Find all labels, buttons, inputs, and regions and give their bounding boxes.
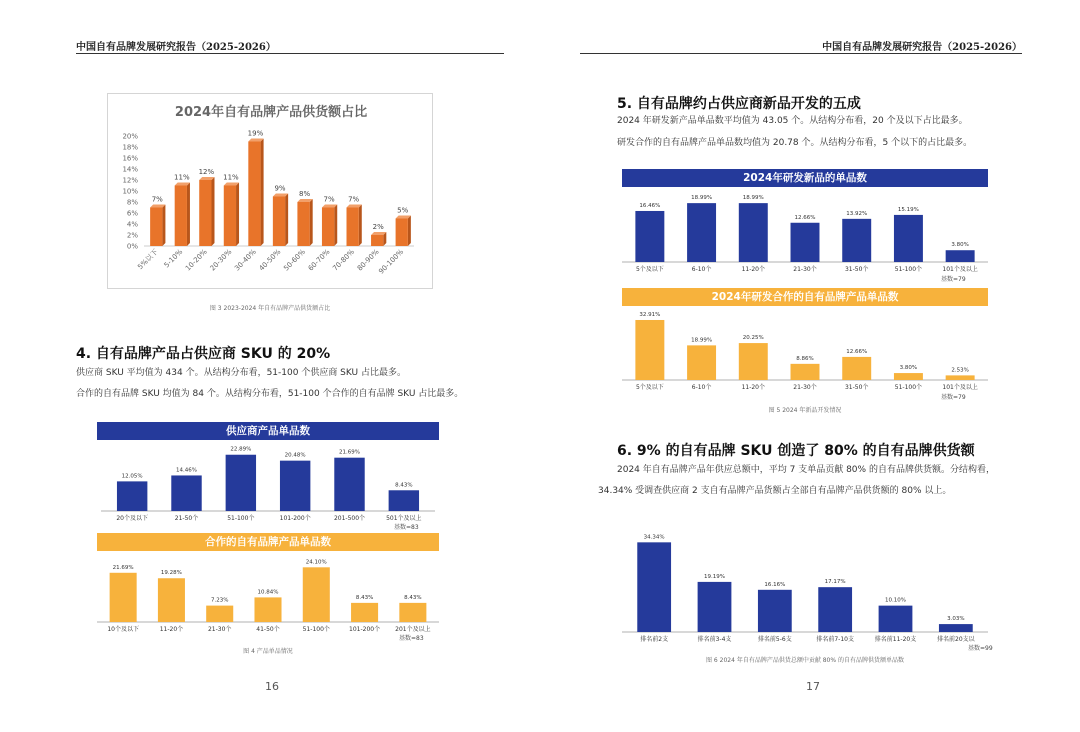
chart3-bar [303,567,330,622]
chart1-value-label: 8% [298,190,311,198]
chart1-bar-side [285,194,288,247]
chart6-value-label: 17.17% [824,579,846,586]
chart6-value-label: 3.03% [947,616,965,623]
chart1-value-label: 2% [372,223,384,231]
chart1-bar [347,208,359,247]
chart6-bar [939,624,973,632]
chart2-category-label: 20个及以下 [116,515,148,522]
chart1-ytick-label: 20% [122,132,138,141]
chart1-category-label: 20-30% [208,247,234,273]
chart5-caption: 图 5 2024 年新品开发情况 [768,407,842,414]
chart3-value-label: 8.43% [404,594,422,601]
chart3-category-label: 11-20个 [159,626,184,633]
chart1-ytick-label: 14% [122,165,138,174]
chart5-bar [791,364,820,380]
chart1-bar [297,202,309,246]
chart4-banner: 2024年研发新品的单品数 [622,169,988,187]
chart6-category-label: 排名前7-10支 [816,636,854,643]
page-number-right: 17 [806,680,820,693]
section5-line2: 研发合作的自有品牌产品单品数均值为 20.78 个。从结构分布看，5 个以下的占比最多。 [617,138,973,148]
chart2-value-label: 21.69% [339,449,360,456]
chart5-bar [894,373,923,380]
chart1-bar-side [261,139,264,247]
chart1-value-label: 19% [247,129,264,138]
chart6-category-label: 排名前11-20支 [874,636,917,643]
chart5-category-label: 31-50个 [844,384,869,391]
chart2-base-note: 基数=83 [394,524,419,531]
chart2-category-label: 201-500个 [333,515,366,522]
chart2-value-label: 22.89% [230,446,252,453]
chart3-bar [399,603,426,622]
chart4-value-label: 12.66% [794,214,816,221]
chart4-caption-left: 图 4 产品单品情况 [243,648,293,655]
chart4-value-label: 18.99% [691,195,713,202]
chart1-ytick-label: 18% [122,143,138,152]
chart4-value-label: 15.19% [897,206,919,213]
chart1-value-label: 7% [323,195,335,204]
chart6-svg [622,524,988,646]
chart2-bar [226,455,256,511]
chart1-bar [371,235,383,246]
chart6-value-label: 10.10% [885,597,906,604]
chart4-base-note: 基数=79 [941,276,966,283]
chart1-value-label: 7% [348,195,360,204]
chart5-category-label: 101个及以上 [942,384,978,391]
chart5-base-note: 基数=79 [941,394,966,401]
chart3-value-label: 24.10% [305,559,327,566]
chart1-bar-side [408,216,411,247]
section4-line2: 合作的自有品牌 SKU 均值为 84 个。从结构分布看，51-100 个合作的自有品牌 SKU 占比最多。 [76,389,464,399]
chart5-svg [622,306,988,396]
chart1-value-label: 11% [174,173,190,182]
chart1-bar-side [187,183,190,247]
page-header-left: 中国自有品牌发展研究报告（2025-2026） [76,42,276,53]
chart1-ytick-label: 12% [122,176,138,185]
chart3-bar [351,603,378,622]
chart5-bar [687,345,716,380]
chart5-category-label: 5个及以下 [635,384,664,391]
chart2-banner: 供应商产品单品数 [97,422,439,440]
chart3-category-label: 21-30个 [207,626,232,633]
chart2-value-label: 20.48% [284,452,306,459]
chart1-bar-side [334,205,337,247]
chart2-category-label: 51-100个 [227,515,255,522]
chart3-value-label: 8.43% [355,594,374,601]
chart2-category-label: 101-200个 [279,515,311,522]
chart5-bar [739,343,768,380]
chart6-bar [818,587,852,632]
chart2-category-label: 501个及以上 [386,515,422,522]
chart1-bar-side [162,205,165,247]
chart6-category-label: 排名前5-6支 [757,636,792,643]
chart6-base-note: 基数=99 [968,645,993,652]
chart6-category-label: 排名前20支以 [937,636,975,643]
chart5-category-label: 51-100个 [894,384,923,391]
chart4-category-label: 21-30个 [793,266,817,273]
chart1-category-label: 40-50% [257,247,283,273]
chart4-bar [791,223,820,262]
chart3-category-label: 101-200个 [349,626,381,633]
chart4-bar [946,250,975,262]
chart1-frame [107,93,433,289]
chart6-bar [637,542,671,632]
chart2-category-label: 21-50个 [174,515,199,522]
chart4-value-label: 18.99% [742,195,764,202]
chart1-bar [150,208,162,247]
chart6-category-label: 排名前3-4支 [697,636,732,643]
chart1-category-label: 80-90% [355,247,381,273]
chart1-bar [273,197,285,247]
chart6-value-label: 34.34% [643,534,665,541]
chart5-banner: 2024年研发合作的自有品牌产品单品数 [622,288,988,306]
section4-title: 4. 自有品牌产品占供应商 SKU 的 20% [76,346,331,362]
header-rule-left [76,53,504,54]
chart5-category-label: 21-30个 [793,384,817,391]
chart6-bar [758,590,792,632]
chart5-value-label: 2.53% [951,367,969,374]
chart1-bar [199,180,211,246]
chart3-bar [110,573,137,622]
chart1-bar-side [236,183,239,247]
chart5-bar [842,357,871,380]
chart4-bar [894,215,923,262]
chart5-value-label: 8.86% [796,355,814,362]
chart4-category-label: 6-10个 [691,266,712,273]
chart3-svg [97,551,439,636]
chart3-category-label: 51-100个 [302,626,330,633]
chart4-svg [622,188,988,278]
chart2-bar [280,461,310,511]
chart5-value-label: 18.99% [691,337,713,344]
chart1-category-label: 30-40% [233,247,258,273]
chart3-bar [158,578,185,622]
chart3-base-note: 基数=83 [399,635,424,642]
chart4-category-label: 31-50个 [844,266,869,273]
chart4-bar [635,211,664,262]
chart1-bar [322,208,334,247]
chart2-value-label: 14.46% [176,467,197,474]
chart5-value-label: 20.25% [742,335,764,342]
chart1-value-label: 7% [151,195,163,204]
chart3-value-label: 10.84% [257,589,279,596]
chart1-category-label: 5%以下 [136,247,160,272]
chart4-value-label: 16.46% [639,202,661,209]
chart5-category-label: 11-20个 [741,384,766,391]
chart1-ytick-label: 6% [126,209,138,218]
chart5-value-label: 32.91% [639,311,661,318]
chart1-value-label: 11% [223,173,239,182]
chart1-title: 2024年自有品牌产品供货额占比 [174,105,368,120]
section6-line2: 34.34% 受调查供应商 2 支自有品牌产品货额占全部自有品牌产品供货额的 80% 以上。 [598,486,952,496]
chart1-caption: 图 3 2023-2024 年自有品牌产品供货额占比 [209,305,331,312]
chart5-category-label: 6-10个 [691,384,712,391]
chart4-bar [842,219,871,262]
chart1-value-label: 9% [274,184,286,193]
chart1-bar-side [212,177,215,246]
chart1-category-label: 10-20% [184,247,209,273]
chart1-bar-side [359,205,362,247]
chart6-bar [698,582,732,632]
chart4-category-label: 5个及以下 [635,266,664,273]
chart1-bar-side [310,199,313,246]
header-rule-right [580,53,1022,54]
chart1-svg [108,94,434,290]
chart6-value-label: 19.19% [704,573,725,580]
chart1-ytick-label: 10% [122,187,138,196]
chart1-bar [248,142,260,247]
chart2-svg [97,440,439,525]
chart4-category-label: 51-100个 [894,266,923,273]
chart1-category-label: 90-100% [377,247,406,276]
chart5-value-label: 12.66% [846,348,868,355]
chart2-bar [171,475,201,511]
chart2-value-label: 8.43% [395,482,413,489]
chart1-category-label: 60-70% [306,247,332,273]
chart2-value-label: 12.05% [121,473,143,480]
chart1-value-label: 12% [198,168,215,176]
chart3-category-label: 41-50个 [256,626,280,633]
chart1-ytick-label: 2% [126,231,138,240]
section6-line1: 2024 年自有品牌产品年供应总额中，平均 7 支单品贡献 80% 的自有品牌供货额。分结构看， [617,465,995,475]
chart2-bar [117,481,147,511]
chart4-category-label: 11-20个 [741,266,766,273]
chart4-bar [687,203,716,262]
chart1-ytick-label: 4% [126,220,138,229]
chart1-value-label: 5% [397,206,409,215]
chart1-category-label: 50-60% [282,247,307,273]
chart5-value-label: 3.80% [899,365,918,372]
chart3-banner: 合作的自有品牌产品单品数 [97,533,439,551]
chart1-bar [224,186,236,247]
chart4-category-label: 101个及以上 [942,266,978,273]
chart1-bar [396,219,408,247]
page-number-left: 16 [265,680,279,693]
chart6-category-label: 排名前2支 [640,636,669,643]
chart3-value-label: 7.23% [210,597,229,604]
chart6-caption: 图 6 2024 年自有品牌产品供货总额中贡献 80% 的自有品牌供货额单品数 [706,657,904,664]
chart5-bar [635,320,664,380]
section5-title: 5. 自有品牌约占供应商新品开发的五成 [617,96,861,112]
chart3-category-label: 201个及以上 [395,626,431,633]
section5-line1: 2024 年研发新产品单品数平均值为 43.05 个。从结构分布看，20 个及以下占比最多。 [617,116,968,126]
chart3-value-label: 19.28% [160,570,182,577]
section4-line1: 供应商 SKU 平均值为 434 个。从结构分布看，51-100 个供应商 SKU 占比最多。 [76,368,407,378]
chart4-value-label: 3.80% [951,242,969,249]
chart6-value-label: 16.16% [764,581,786,588]
chart3-value-label: 21.69% [112,564,134,571]
chart1-ytick-label: 16% [122,154,138,163]
chart3-category-label: 10个及以下 [107,626,139,633]
chart5-bar [946,375,975,380]
chart1-category-label: 70-80% [331,247,357,273]
chart3-bar [206,606,233,622]
chart6-bar [879,606,913,632]
chart1-bar [175,186,187,247]
chart2-bar [334,458,364,511]
chart2-bar [389,490,419,511]
chart4-value-label: 13.92% [846,210,868,217]
chart1-ytick-label: 8% [126,198,138,207]
chart1-ytick-label: 0% [126,242,138,251]
page-header-right: 中国自有品牌发展研究报告（2025-2026） [822,42,1022,53]
chart1-category-label: 5-10% [162,247,185,270]
chart3-bar [254,597,281,622]
chart4-bar [739,203,768,262]
section6-title: 6. 9% 的自有品牌 SKU 创造了 80% 的自有品牌供货额 [617,443,975,459]
